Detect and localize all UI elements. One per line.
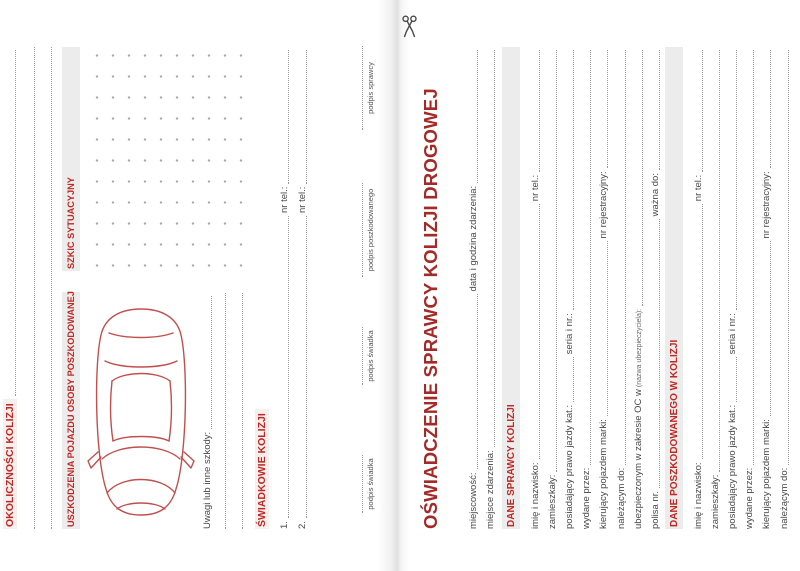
field-label: ubezpieczonym w zakresie OC w <box>632 389 644 529</box>
dotted-field <box>735 50 737 310</box>
field-label: kierujący pojazdem marki: <box>598 419 610 529</box>
field-label: data i godzina zdarzenia: <box>468 185 480 292</box>
perpetrator-section-lines <box>524 47 661 529</box>
perpetrator-section-label: DANE SPRAWCY KOLIZJI <box>505 404 517 527</box>
dotted-field <box>305 216 307 518</box>
form-title: OŚWIADCZENIE SPRAWCY KOLIZJI DROGOWEJ <box>420 88 441 529</box>
witnesses-section-header <box>252 409 267 529</box>
dotted-field <box>658 219 660 488</box>
sketch-section-label: SZKIC SYTUACYJNY <box>66 177 76 269</box>
dotted-field <box>287 50 289 184</box>
field-sublabel: (nazwa ubezpieczyciela): <box>635 308 643 388</box>
form-line <box>575 47 592 529</box>
field-label: nr tel.: <box>297 186 308 213</box>
form-line <box>541 47 558 529</box>
dotted-field <box>589 50 591 465</box>
dotted-blank-line <box>242 293 243 529</box>
circumstances-row <box>2 47 17 529</box>
signature-dotted-line <box>352 455 363 513</box>
victim-section-header <box>665 47 683 529</box>
dotted-field <box>493 50 495 447</box>
field-label: imię i nazwisko: <box>693 462 705 529</box>
page-statement <box>400 0 800 571</box>
field-label: należącym do: <box>778 467 790 529</box>
signature-dotted-line <box>352 183 363 277</box>
dotted-field <box>606 50 608 168</box>
signature-block <box>352 46 375 130</box>
signature-dotted-line <box>352 327 363 385</box>
dotted-field <box>287 216 289 518</box>
signature-label: podpis poszkodowanego <box>366 188 375 272</box>
field-label: zamieszkały: <box>710 474 722 529</box>
notes-label: Uwagi lub inne szkody: <box>202 431 213 529</box>
sketch-dot-grid <box>84 46 252 283</box>
dotted-field <box>769 50 771 168</box>
witnesses-header-label: ŚWIADKOWIE KOLIZJI <box>255 409 269 529</box>
form-line <box>558 47 575 529</box>
scissors-icon <box>401 15 418 39</box>
dotted-blank-line <box>225 293 226 529</box>
form-line <box>772 47 789 529</box>
car-top-view-diagram <box>84 301 198 527</box>
form-line <box>704 47 721 529</box>
page-collision-details <box>0 0 392 571</box>
field-label: 2. <box>297 521 308 529</box>
dotted-field <box>476 50 478 183</box>
dotted-field <box>210 296 212 429</box>
page-left-content <box>0 0 392 571</box>
field-label: nr rejestracyjny: <box>761 171 773 239</box>
field-label: ważna do: <box>649 173 661 217</box>
form-line <box>462 47 479 529</box>
field-label: nr rejestracyjny: <box>598 171 610 239</box>
intro-lines <box>462 47 496 529</box>
signature-block <box>352 327 375 385</box>
dotted-field <box>14 50 16 396</box>
signature-label: podpis sprawcy <box>366 62 375 114</box>
dotted-field <box>305 50 307 184</box>
damage-section-label: USZKODZENIA POJAZDU OSOBY POSZKODOWANEJ <box>66 291 76 527</box>
signature-label: podpis świadka <box>366 330 375 382</box>
dotted-field <box>476 294 478 469</box>
sketch-section-header <box>62 47 80 271</box>
field-label: miejscowość: <box>468 472 480 529</box>
dotted-field <box>572 357 574 402</box>
dotted-field <box>572 50 574 310</box>
dotted-field <box>538 50 540 172</box>
field-label: 1. <box>279 521 290 529</box>
form-line <box>687 47 704 529</box>
form-line <box>721 47 738 529</box>
form-line <box>644 47 661 529</box>
field-label: imię i nazwisko: <box>530 462 542 529</box>
dotted-field <box>701 50 703 172</box>
notes-row <box>199 293 213 529</box>
field-label: seria i nr.: <box>564 313 576 355</box>
field-label: zamieszkały: <box>547 474 559 529</box>
signature-block <box>352 455 375 513</box>
form-line <box>738 47 755 529</box>
circumstances-header: OKOLICZNOŚCI KOLIZJI <box>3 399 17 529</box>
form-line <box>290 47 308 529</box>
dotted-field <box>606 241 608 416</box>
dotted-field <box>641 50 643 306</box>
dotted-field <box>658 50 660 170</box>
form-line <box>272 47 290 529</box>
signature-dotted-line <box>352 46 363 130</box>
field-label: polisa nr. <box>649 490 661 529</box>
form-line <box>627 47 644 529</box>
dotted-blank-line <box>34 47 35 529</box>
dotted-field <box>752 50 754 465</box>
form-line <box>479 47 496 529</box>
form-line <box>755 47 772 529</box>
dotted-field <box>555 50 557 472</box>
field-label: miejsce zdarzenia: <box>485 450 497 529</box>
signature-label: podpis świadka <box>366 458 375 510</box>
dotted-field <box>735 357 737 402</box>
form-line <box>524 47 541 529</box>
field-label: nr tel.: <box>279 186 290 213</box>
field-label: posiadający prawo jazdy kat.: <box>727 404 739 529</box>
field-label: kierujący pojazdem marki: <box>761 419 773 529</box>
dotted-field <box>769 241 771 416</box>
field-label: wydane przez: <box>581 467 593 529</box>
dotted-field <box>624 50 626 465</box>
dotted-field <box>718 50 720 472</box>
field-label: wydane przez: <box>744 467 756 529</box>
field-label: posiadający prawo jazdy kat.: <box>564 404 576 529</box>
damage-section-header <box>62 292 80 529</box>
witness-rows <box>272 47 308 529</box>
dotted-field <box>701 204 703 459</box>
page-right-content <box>400 0 800 571</box>
dotted-field <box>538 204 540 459</box>
signature-row <box>352 0 388 571</box>
dotted-field <box>787 50 789 465</box>
field-label: nr tel.: <box>530 174 542 202</box>
form-line <box>592 47 609 529</box>
dotted-blank-line <box>51 47 52 529</box>
field-label: należącym do: <box>615 467 627 529</box>
victim-section-label: DANE POSZKODOWANEGO W KOLIZJI <box>668 339 680 527</box>
field-label: seria i nr.: <box>727 313 739 355</box>
victim-section-lines <box>687 47 790 529</box>
field-label: nr tel.: <box>693 174 705 202</box>
signature-block <box>352 183 375 277</box>
form-line <box>609 47 626 529</box>
perpetrator-section-header <box>502 47 520 529</box>
